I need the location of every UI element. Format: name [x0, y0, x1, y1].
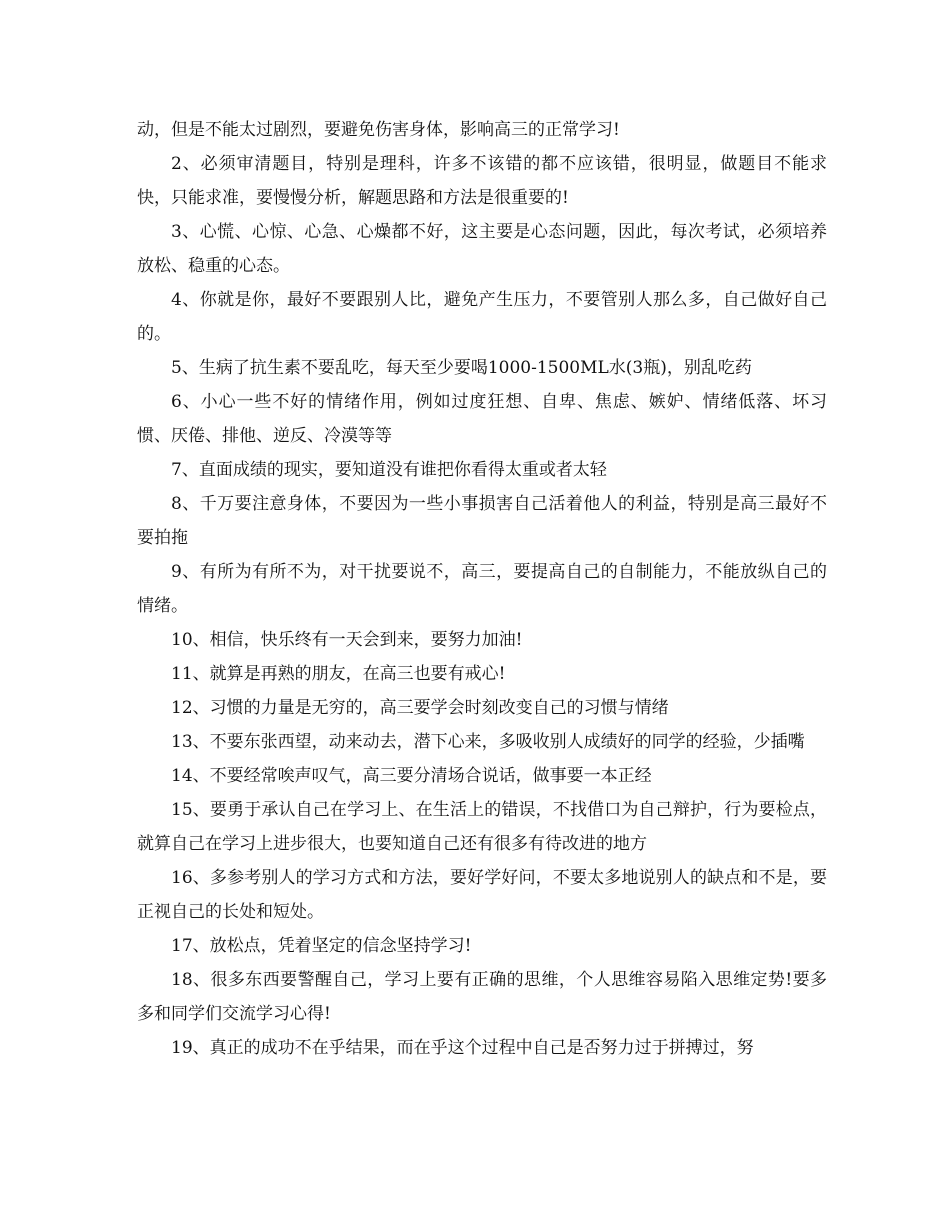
paragraph-item-13: 13、不要东张西望，动来动去，潜下心来，多吸收别人成绩好的同学的经验，少插嘴 — [171, 732, 805, 752]
paragraph-continuation: 动，但是不能太过剧烈，要避免伤害身体，影响高三的正常学习! — [137, 120, 620, 140]
document-body — [137, 113, 827, 1065]
paragraph-item-4: 4、你就是你，最好不要跟别人比，避免产生压力，不要管别人那么多，自己做好自己的。 — [137, 290, 827, 344]
paragraph-item-12: 12、习惯的力量是无穷的，高三要学会时刻改变自己的习惯与情绪 — [171, 698, 669, 718]
paragraph-item-14: 14、不要经常唉声叹气，高三要分清场合说话，做事要一本正经 — [171, 766, 652, 786]
paragraph-item-16: 16、多参考别人的学习方式和方法，要好学好问，不要太多地说别人的缺点和不是，要正视自己的长处和短处。 — [137, 868, 827, 922]
paragraph-item-2: 2、必须审清题目，特别是理科，许多不该错的都不应该错，很明显，做题目不能求快，只能求准，要慢慢分析，解题思路和方法是很重要的! — [137, 154, 827, 208]
paragraph-item-19: 19、真正的成功不在乎结果，而在乎这个过程中自己是否努力过于拼搏过，努 — [171, 1038, 754, 1058]
paragraph-item-3: 3、心慌、心惊、心急、心燥都不好，这主要是心态问题，因此，每次考试，必须培养放松、稳重的心态。 — [137, 222, 827, 276]
paragraph-item-5: 5、生病了抗生素不要乱吃，每天至少要喝1000-1500ML水(3瓶)，别乱吃药 — [171, 358, 752, 378]
paragraph-item-10: 10、相信，快乐终有一天会到来，要努力加油! — [171, 630, 523, 650]
paragraph-item-15: 15、要勇于承认自己在学习上、在生活上的错误，不找借口为自己辩护，行为要检点，就算自己在学习上进步很大，也要知道自己还有很多有待改进的地方 — [137, 800, 827, 854]
paragraph-item-8: 8、千万要注意身体，不要因为一些小事损害自己活着他人的利益，特别是高三最好不要拍拖 — [137, 494, 827, 548]
paragraph-item-9: 9、有所为有所不为，对干扰要说不，高三，要提高自己的自制能力，不能放纵自己的情绪。 — [137, 562, 827, 616]
paragraph-item-18: 18、很多东西要警醒自己，学习上要有正确的思维，个人思维容易陷入思维定势!要多多和同学们交流学习心得! — [137, 970, 827, 1024]
paragraph-item-17: 17、放松点，凭着坚定的信念坚持学习! — [171, 936, 472, 956]
paragraph-item-7: 7、直面成绩的现实，要知道没有谁把你看得太重或者太轻 — [171, 460, 607, 480]
paragraph-item-11: 11、就算是再熟的朋友，在高三也要有戒心! — [171, 664, 506, 684]
paragraph-item-6: 6、小心一些不好的情绪作用，例如过度狂想、自卑、焦虑、嫉妒、情绪低落、坏习惯、厌倦、排他、逆反、冷漠等等 — [137, 392, 827, 446]
